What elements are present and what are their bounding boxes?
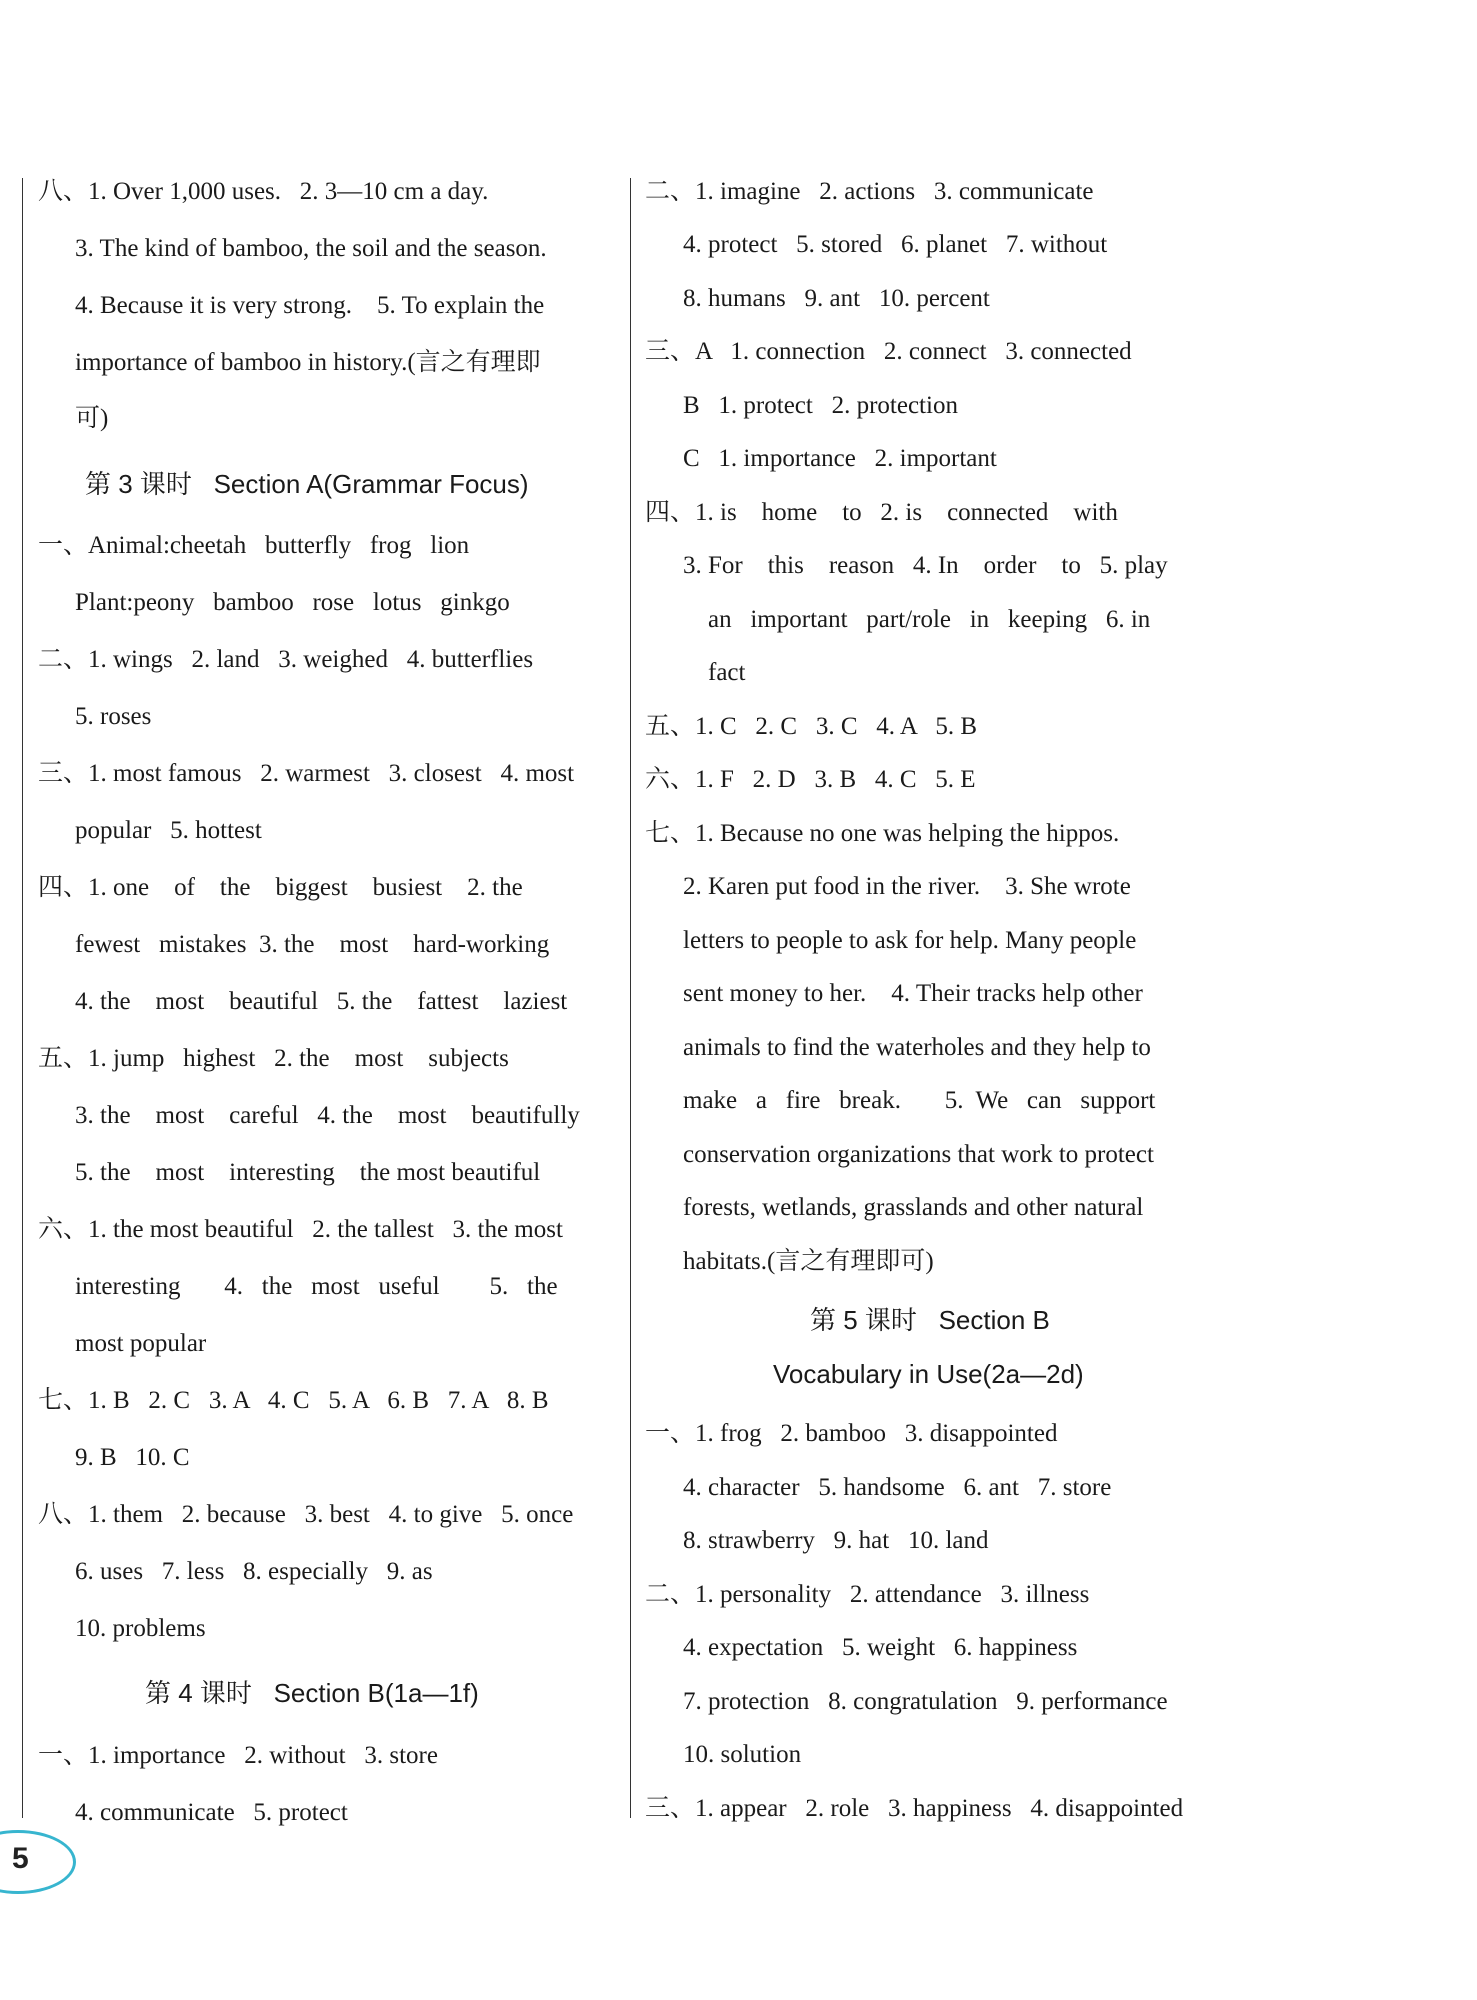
answer-line: interesting 4. the most useful 5. the <box>75 1273 558 1300</box>
answer-line: 八、1. them 2. because 3. best 4. to give 5. once <box>38 1501 574 1528</box>
answer-line: 3. The kind of bamboo, the soil and the season. <box>75 235 547 262</box>
answer-line: letters to people to ask for help. Many people <box>683 927 1137 954</box>
answer-line: 3. the most careful 4. the most beautifully <box>75 1102 580 1129</box>
answer-line: importance of bamboo in history.(言之有理即 <box>75 349 541 376</box>
section-heading: 第 3 课时 Section A(Grammar Focus) <box>85 469 529 499</box>
answer-line: 二、1. personality 2. attendance 3. illness <box>645 1581 1090 1608</box>
answer-line: animals to find the waterholes and they help to <box>683 1034 1151 1061</box>
answer-line: conservation organizations that work to protect <box>683 1141 1154 1168</box>
answer-line: an important part/role in keeping 6. in <box>708 606 1151 633</box>
answer-line: 可) <box>75 405 109 432</box>
answer-line: popular 5. hottest <box>75 817 262 844</box>
answer-line: 一、1. importance 2. without 3. store <box>38 1742 438 1769</box>
answer-line: habitats.(言之有理即可) <box>683 1248 934 1275</box>
answer-line: 三、A 1. connection 2. connect 3. connected <box>645 338 1132 365</box>
answer-line: 5. roses <box>75 703 152 730</box>
answer-line: 4. communicate 5. protect <box>75 1799 348 1826</box>
answer-line: 4. protect 5. stored 6. planet 7. without <box>683 231 1108 258</box>
answer-line: 三、1. most famous 2. warmest 3. closest 4. most <box>38 760 575 787</box>
answer-line: B 1. protect 2. protection <box>683 392 958 419</box>
answer-line: 6. uses 7. less 8. especially 9. as <box>75 1558 433 1585</box>
answer-line: 8. strawberry 9. hat 10. land <box>683 1527 989 1554</box>
section-heading: 第 4 课时 Section B(1a—1f) <box>145 1678 479 1708</box>
answer-line: 三、1. appear 2. role 3. happiness 4. disappointed <box>645 1795 1184 1822</box>
answer-line: most popular <box>75 1330 207 1357</box>
answer-line: 二、1. imagine 2. actions 3. communicate <box>645 178 1094 205</box>
answer-line: 五、1. jump highest 2. the most subjects <box>38 1045 509 1072</box>
answer-line: 4. Because it is very strong. 5. To explain the <box>75 292 545 319</box>
answer-line: 8. humans 9. ant 10. percent <box>683 285 990 312</box>
answer-line: sent money to her. 4. Their tracks help other <box>683 980 1143 1007</box>
answer-line: 六、1. F 2. D 3. B 4. C 5. E <box>645 766 976 793</box>
answer-line: 9. B 10. C <box>75 1444 190 1471</box>
answer-line: 七、1. Because no one was helping the hippos. <box>645 820 1120 847</box>
answer-line: 一、Animal:cheetah butterfly frog lion <box>38 532 470 559</box>
column-divider <box>630 178 631 1818</box>
answer-line: make a fire break. 5. We can support <box>683 1087 1156 1114</box>
answer-line: 五、1. C 2. C 3. C 4. A 5. B <box>645 713 977 740</box>
answer-line: 4. expectation 5. weight 6. happiness <box>683 1634 1078 1661</box>
answer-line: 2. Karen put food in the river. 3. She wrote <box>683 873 1131 900</box>
answer-line: 3. For this reason 4. In order to 5. play <box>683 552 1168 579</box>
answer-line: forests, wetlands, grasslands and other natural <box>683 1194 1144 1221</box>
page-number: 5 <box>12 1842 29 1875</box>
answer-line: 七、1. B 2. C 3. A 4. C 5. A 6. B 7. A 8. B <box>38 1387 549 1414</box>
answer-line: 四、1. one of the biggest busiest 2. the <box>38 874 523 901</box>
answer-line: 四、1. is home to 2. is connected with <box>645 499 1118 526</box>
answer-line: fact <box>708 659 746 686</box>
answer-line: 六、1. the most beautiful 2. the tallest 3. the most <box>38 1216 563 1243</box>
answer-line: 二、1. wings 2. land 3. weighed 4. butterflies <box>38 646 534 673</box>
answer-line: fewest mistakes 3. the most hard-working <box>75 931 550 958</box>
answer-line: 4. the most beautiful 5. the fattest laziest <box>75 988 568 1015</box>
answer-line: 4. character 5. handsome 6. ant 7. store <box>683 1474 1112 1501</box>
answer-line: 八、1. Over 1,000 uses. 2. 3—10 cm a day. <box>38 178 489 205</box>
answer-line: 10. solution <box>683 1741 802 1768</box>
section-heading: 第 5 课时 Section B <box>810 1305 1050 1335</box>
page-number-badge <box>0 1838 62 1884</box>
answer-line: C 1. importance 2. important <box>683 445 997 472</box>
section-subheading: Vocabulary in Use(2a—2d) <box>773 1359 1084 1389</box>
answer-line: Plant:peony bamboo rose lotus ginkgo <box>75 589 510 616</box>
answer-line: 7. protection 8. congratulation 9. performance <box>683 1688 1168 1715</box>
left-margin-rule <box>22 178 23 1818</box>
answer-line: 10. problems <box>75 1615 206 1642</box>
answer-line: 一、1. frog 2. bamboo 3. disappointed <box>645 1420 1058 1447</box>
answer-line: 5. the most interesting the most beautiful <box>75 1159 541 1186</box>
